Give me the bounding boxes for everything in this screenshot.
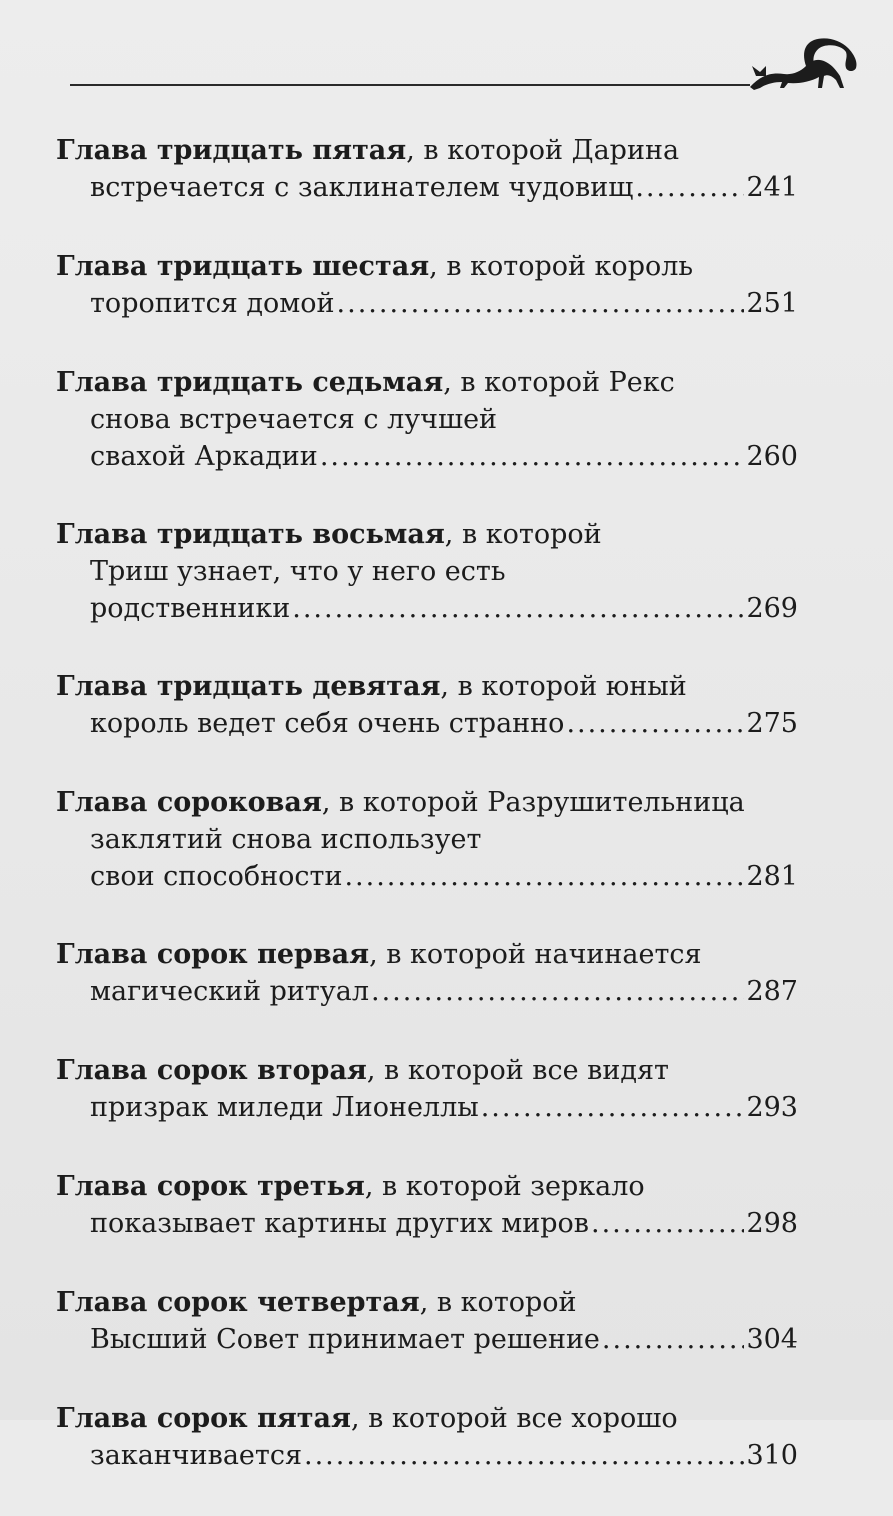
toc-entry-last-line (56, 858, 798, 895)
page-number: 304 (746, 1324, 798, 1355)
toc-entry-last-line (56, 973, 798, 1010)
page-number: 281 (746, 861, 798, 892)
chapter-last-text: свахой Аркадии (90, 441, 318, 472)
toc-entry-heading (56, 1284, 798, 1321)
toc-entry-last-line (56, 1089, 798, 1126)
table-of-contents (56, 132, 798, 1516)
chapter-last-text: родственники (90, 593, 291, 624)
chapter-subtitle: , в которой (444, 519, 602, 550)
chapter-subtitle: , в которой все видят (366, 1055, 669, 1086)
toc-entry-last-line (56, 1437, 798, 1474)
cat-ornament-icon (740, 32, 870, 94)
toc-entry-heading (56, 1400, 798, 1437)
chapter-title: Глава тридцать седьмая (56, 367, 444, 398)
chapter-continuation: Триш узнает, что у него есть (90, 556, 506, 587)
toc-entry-last-line (56, 705, 798, 742)
toc-entry-heading (56, 668, 798, 705)
toc-entry-heading (56, 364, 798, 401)
page-number: 241 (746, 172, 798, 203)
dot-leader (635, 169, 744, 206)
page-number: 298 (746, 1208, 798, 1239)
page-number: 260 (746, 441, 798, 472)
chapter-title: Глава сороковая (56, 787, 322, 818)
toc-entry-last-line (56, 169, 798, 206)
chapter-continuation: снова встречается с лучшей (90, 404, 498, 435)
toc-entry-heading (56, 784, 798, 821)
chapter-subtitle: , в которой юный (440, 671, 687, 702)
chapter-last-text: заканчивается (90, 1440, 303, 1471)
toc-entry[interactable] (56, 248, 798, 364)
toc-entry[interactable] (56, 668, 798, 784)
dot-leader (344, 858, 744, 895)
chapter-title: Глава тридцать девятая (56, 671, 441, 702)
toc-entry[interactable] (56, 936, 798, 1052)
chapter-last-text: король ведет себя очень странно (90, 708, 565, 739)
dot-leader (320, 438, 745, 475)
chapter-subtitle: , в которой все хорошо (350, 1403, 678, 1434)
dot-leader (337, 285, 745, 322)
chapter-subtitle: , в которой Разрушительница (321, 787, 745, 818)
toc-entry[interactable] (56, 1400, 798, 1516)
chapter-title: Глава сорок пятая (56, 1403, 351, 1434)
chapter-last-text: показывает картины других миров (90, 1208, 589, 1239)
chapter-title: Глава сорок вторая (56, 1055, 367, 1086)
toc-entry-heading (56, 248, 798, 285)
toc-entry[interactable] (56, 364, 798, 516)
chapter-last-text: магический ритуал (90, 976, 369, 1007)
dot-leader (591, 1205, 744, 1242)
toc-entry[interactable] (56, 1052, 798, 1168)
chapter-continuation: заклятий снова использует (90, 824, 482, 855)
toc-entry-heading (56, 132, 798, 169)
toc-entry[interactable] (56, 132, 798, 248)
chapter-last-text: свои способности (90, 861, 343, 892)
toc-entry-heading (56, 1052, 798, 1089)
dot-leader (566, 705, 744, 742)
page-number: 287 (746, 976, 798, 1007)
toc-entry-heading (56, 516, 798, 553)
toc-entry-heading (56, 936, 798, 973)
chapter-subtitle: , в которой начинается (369, 939, 702, 970)
chapter-subtitle: , в которой король (429, 251, 694, 282)
toc-entry-last-line (56, 1321, 798, 1358)
dot-leader (481, 1089, 745, 1126)
page-number: 269 (746, 593, 798, 624)
chapter-title: Глава тридцать пятая (56, 135, 407, 166)
chapter-title: Глава сорок первая (56, 939, 370, 970)
chapter-subtitle: , в которой (419, 1287, 577, 1318)
chapter-last-text: Высший Совет принимает решение (90, 1324, 600, 1355)
chapter-title: Глава сорок четвертая (56, 1287, 420, 1318)
chapter-subtitle: , в которой зеркало (364, 1171, 645, 1202)
page-number: 251 (746, 288, 798, 319)
chapter-subtitle: , в которой Дарина (406, 135, 680, 166)
chapter-title: Глава сорок третья (56, 1171, 365, 1202)
dot-leader (304, 1437, 744, 1474)
chapter-title: Глава тридцать шестая (56, 251, 430, 282)
toc-entry-heading (56, 1168, 798, 1205)
toc-entry[interactable] (56, 1284, 798, 1400)
chapter-last-text: призрак миледи Лионеллы (90, 1092, 479, 1123)
toc-entry-last-line (56, 438, 798, 475)
dot-leader (602, 1321, 745, 1358)
chapter-last-text: встречается с заклинателем чудовищ (90, 172, 634, 203)
chapter-last-text: торопится домой (90, 288, 335, 319)
page-number: 293 (746, 1092, 798, 1123)
page-number: 310 (746, 1440, 798, 1471)
toc-entry[interactable] (56, 784, 798, 936)
header-rule (70, 84, 750, 86)
toc-entry[interactable] (56, 516, 798, 668)
toc-entry-last-line (56, 285, 798, 322)
toc-entry-last-line (56, 1205, 798, 1242)
chapter-subtitle: , в которой Рекс (443, 367, 675, 398)
toc-entry-last-line (56, 590, 798, 627)
page-number: 275 (746, 708, 798, 739)
dot-leader (292, 590, 744, 627)
toc-entry[interactable] (56, 1168, 798, 1284)
chapter-title: Глава тридцать восьмая (56, 519, 445, 550)
dot-leader (371, 973, 744, 1010)
